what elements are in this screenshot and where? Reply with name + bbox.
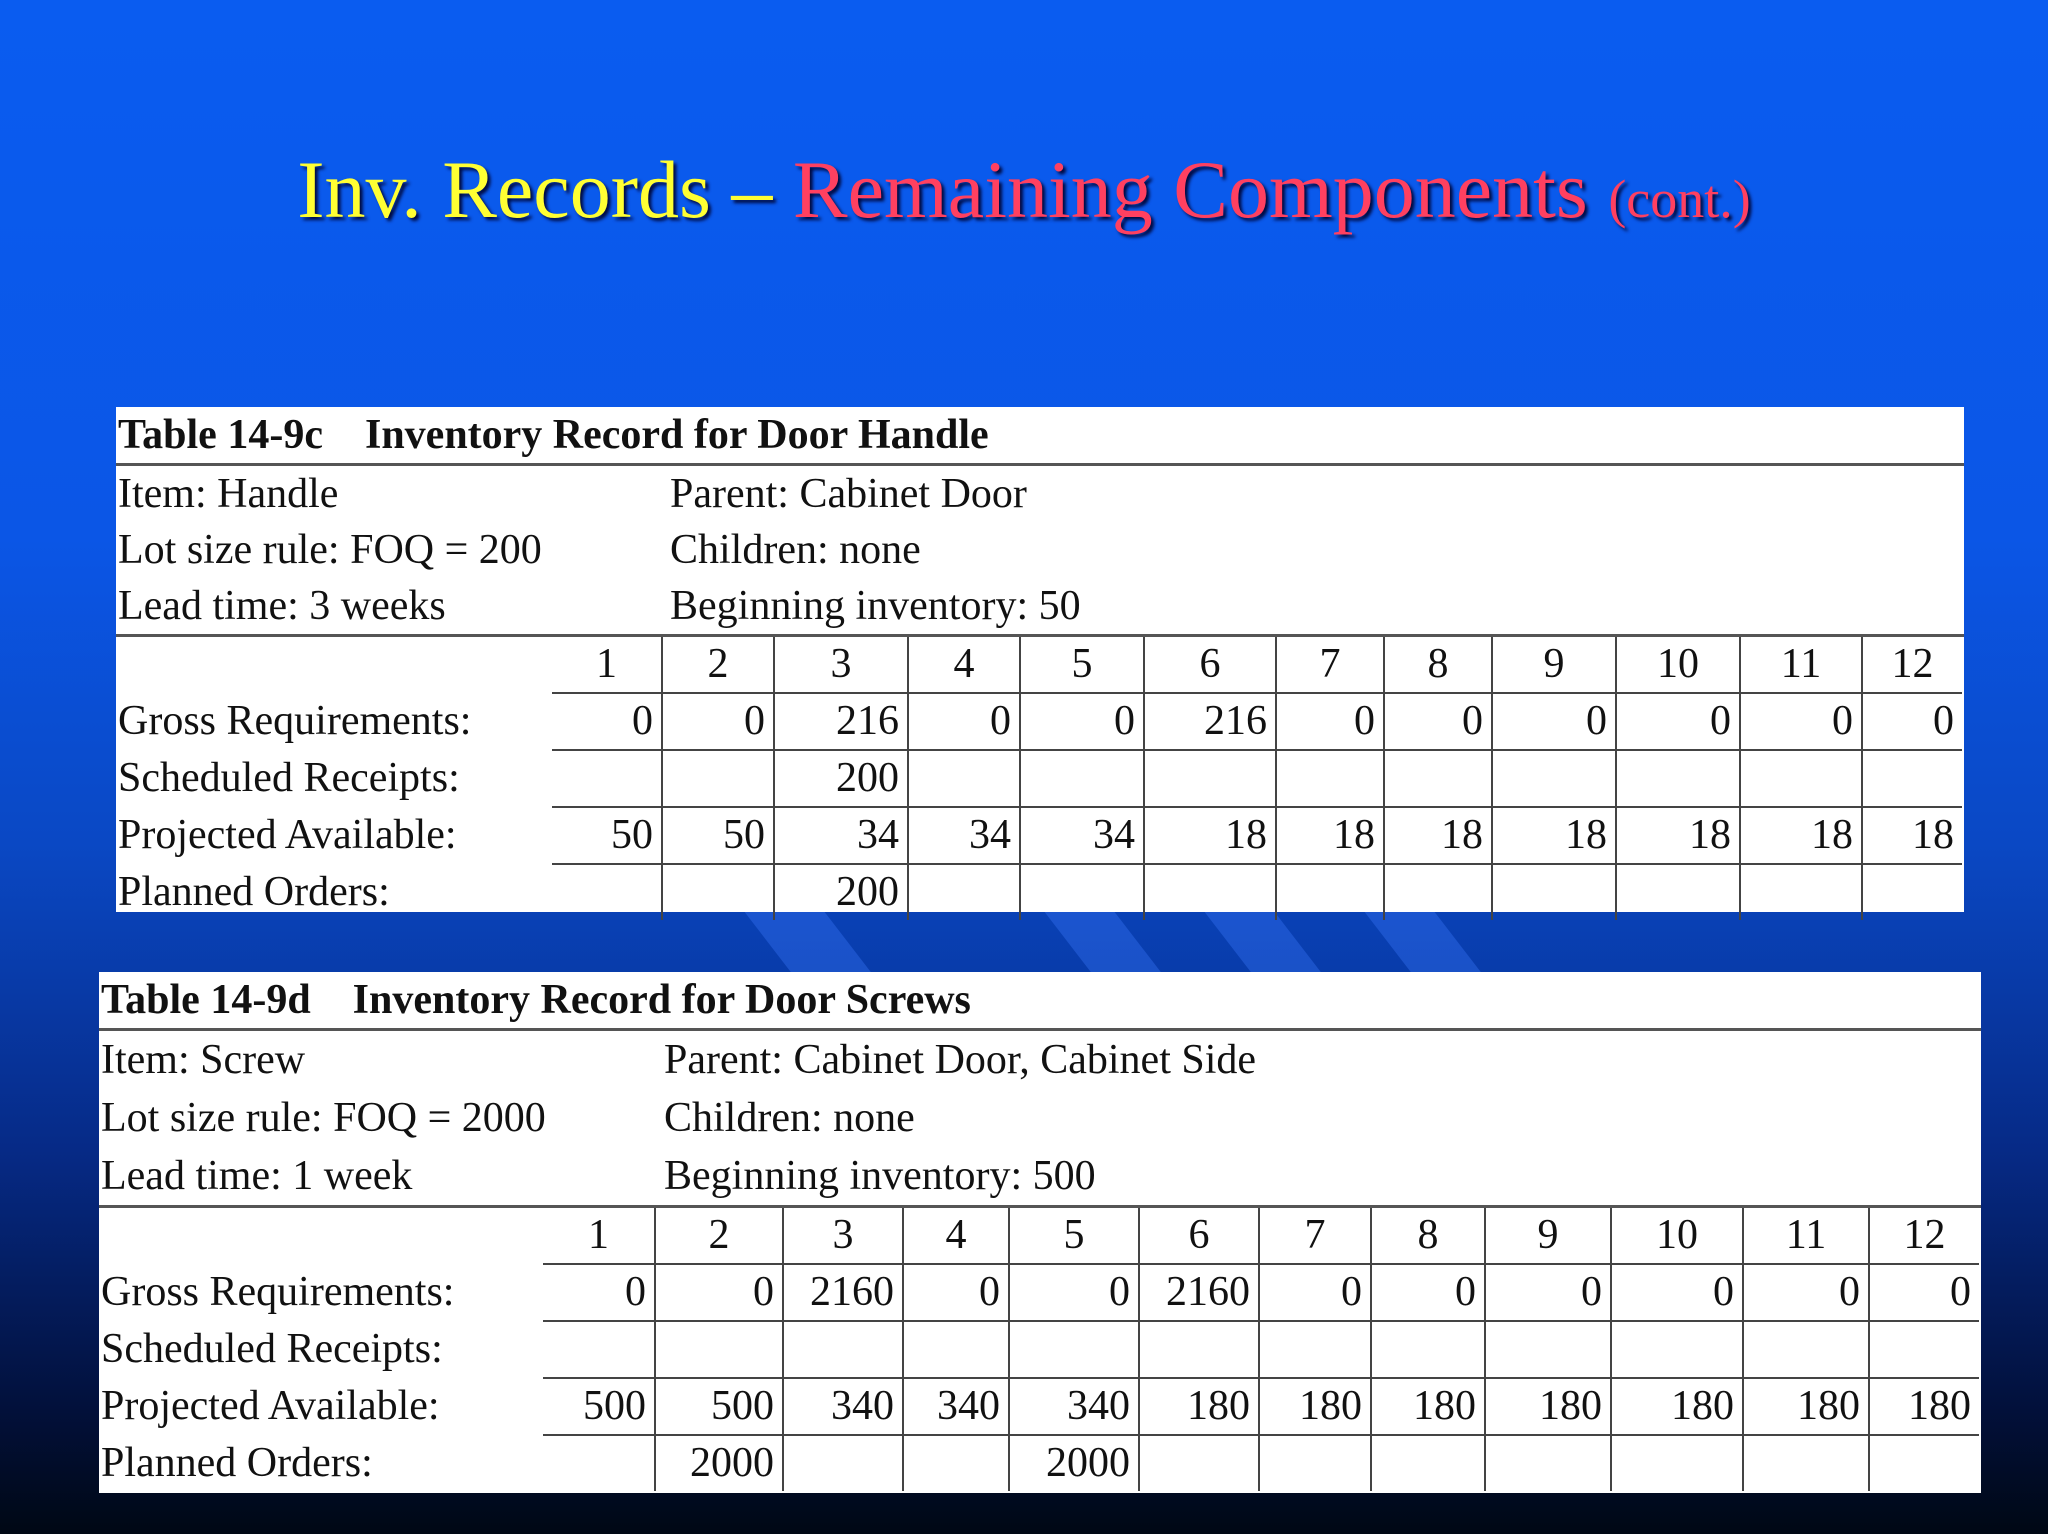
week-header: 4	[908, 637, 1020, 693]
cell	[552, 750, 662, 807]
cell: 34	[1020, 807, 1144, 864]
cell	[1869, 1435, 1979, 1491]
cell: 0	[1259, 1264, 1371, 1321]
children-info: Children: none	[670, 527, 921, 573]
cell: 0	[552, 693, 662, 750]
cell	[1492, 864, 1616, 920]
cell	[1485, 1321, 1611, 1378]
cell	[1611, 1321, 1743, 1378]
cell: 50	[552, 807, 662, 864]
parent-info: Parent: Cabinet Door, Cabinet Side	[664, 1037, 1257, 1083]
table-row	[116, 864, 1962, 920]
cell	[783, 1435, 903, 1491]
cell: 180	[1743, 1378, 1869, 1435]
week-header: 9	[1485, 1208, 1611, 1264]
table-row	[99, 1264, 1979, 1321]
table-row	[99, 1435, 1979, 1491]
table-number: Table 14-9c	[118, 412, 323, 458]
cell: 500	[655, 1378, 783, 1435]
inventory-record-table-c	[116, 407, 1964, 915]
cell: 340	[1009, 1378, 1139, 1435]
row-label: Projected Available:	[118, 812, 457, 858]
week-header: 4	[903, 1208, 1009, 1264]
lot-size-rule: Lot size rule: FOQ = 200	[118, 527, 542, 573]
cell	[662, 750, 774, 807]
cell: 34	[908, 807, 1020, 864]
cell: 18	[1616, 807, 1740, 864]
cell	[1009, 1321, 1139, 1378]
cell: 340	[783, 1378, 903, 1435]
cell: 0	[1020, 693, 1144, 750]
week-header: 8	[1371, 1208, 1485, 1264]
cell: 0	[1869, 1264, 1979, 1321]
table-row	[99, 1321, 1979, 1378]
week-header: 2	[662, 637, 774, 693]
row-label: Gross Requirements:	[101, 1269, 455, 1315]
cell: 0	[1740, 693, 1862, 750]
cell	[1616, 750, 1740, 807]
cell: 340	[903, 1378, 1009, 1435]
cell	[1743, 1321, 1869, 1378]
cell	[1371, 1435, 1485, 1491]
parent-info: Parent: Cabinet Door	[670, 471, 1027, 517]
cell: 0	[543, 1264, 655, 1321]
row-label: Planned Orders:	[101, 1439, 373, 1486]
week-header: 1	[543, 1208, 655, 1264]
week-header: 6	[1144, 637, 1276, 693]
week-header: 8	[1384, 637, 1492, 693]
cell	[1384, 750, 1492, 807]
week-header: 11	[1740, 637, 1862, 693]
cell	[1869, 1321, 1979, 1378]
cell: 180	[1611, 1378, 1743, 1435]
cell	[908, 750, 1020, 807]
cell: 180	[1259, 1378, 1371, 1435]
cell: 216	[774, 693, 908, 750]
cell	[1259, 1321, 1371, 1378]
cell	[1740, 750, 1862, 807]
cell: 0	[903, 1264, 1009, 1321]
cell	[1144, 750, 1276, 807]
item-name: Item: Screw	[101, 1037, 306, 1083]
cell: 200	[774, 864, 908, 920]
cell: 216	[1144, 693, 1276, 750]
cell	[1616, 864, 1740, 920]
beginning-inventory: Beginning inventory: 50	[670, 583, 1081, 629]
cell	[783, 1321, 903, 1378]
cell: 0	[908, 693, 1020, 750]
table-caption	[99, 972, 1981, 1028]
table-caption	[116, 407, 1964, 463]
week-header: 10	[1611, 1208, 1743, 1264]
lead-time: Lead time: 3 weeks	[118, 583, 446, 629]
cell	[1611, 1435, 1743, 1491]
week-header: 11	[1743, 1208, 1869, 1264]
cell: 200	[774, 750, 908, 807]
week-header: 12	[1862, 637, 1962, 693]
cell	[662, 864, 774, 920]
slide-title-part3: (cont.)	[1608, 169, 1751, 229]
table-title: Inventory Record for Door Screws	[352, 977, 971, 1023]
slide-title	[0, 140, 2048, 249]
table-row	[116, 750, 1962, 807]
record-info	[99, 1031, 1981, 1205]
cell: 180	[1371, 1378, 1485, 1435]
week-header: 9	[1492, 637, 1616, 693]
cell: 18	[1862, 807, 1962, 864]
cell	[1139, 1435, 1259, 1491]
cell	[1144, 864, 1276, 920]
cell	[1276, 864, 1384, 920]
week-header: 7	[1276, 637, 1384, 693]
cell	[1740, 864, 1862, 920]
cell	[655, 1321, 783, 1378]
cell	[1276, 750, 1384, 807]
cell: 50	[662, 807, 774, 864]
cell	[1862, 750, 1962, 807]
cell: 2000	[1009, 1435, 1139, 1491]
cell: 18	[1144, 807, 1276, 864]
cell: 0	[1009, 1264, 1139, 1321]
row-label: Scheduled Receipts:	[101, 1326, 443, 1372]
table-row	[99, 1378, 1979, 1435]
cell	[1371, 1321, 1485, 1378]
week-header: 5	[1020, 637, 1144, 693]
cell: 0	[1616, 693, 1740, 750]
cell: 18	[1276, 807, 1384, 864]
children-info: Children: none	[664, 1095, 915, 1141]
lead-time: Lead time: 1 week	[101, 1153, 413, 1199]
cell: 500	[543, 1378, 655, 1435]
slide-title-part2: Remaining Components	[792, 144, 1588, 235]
cell: 0	[1611, 1264, 1743, 1321]
item-name: Item: Handle	[118, 471, 339, 517]
row-label: Projected Available:	[101, 1383, 440, 1429]
slide-title-part1: Inv. Records –	[297, 144, 793, 235]
cell	[1485, 1435, 1611, 1491]
mrp-grid	[99, 1208, 1979, 1491]
cell	[1020, 864, 1144, 920]
week-header: 5	[1009, 1208, 1139, 1264]
cell: 2160	[783, 1264, 903, 1321]
week-header: 3	[783, 1208, 903, 1264]
row-label: Scheduled Receipts:	[118, 755, 460, 801]
cell: 180	[1139, 1378, 1259, 1435]
cell: 2000	[655, 1435, 783, 1491]
cell	[903, 1435, 1009, 1491]
cell	[1492, 750, 1616, 807]
inventory-record-table-d	[99, 972, 1981, 1493]
cell: 34	[774, 807, 908, 864]
record-info	[116, 466, 1964, 634]
week-header: 1	[552, 637, 662, 693]
cell	[903, 1321, 1009, 1378]
cell	[1384, 864, 1492, 920]
cell	[908, 864, 1020, 920]
cell	[1139, 1321, 1259, 1378]
cell: 180	[1485, 1378, 1611, 1435]
cell: 0	[1384, 693, 1492, 750]
cell	[552, 864, 662, 920]
beginning-inventory: Beginning inventory: 500	[664, 1153, 1096, 1199]
cell: 0	[1276, 693, 1384, 750]
cell	[1743, 1435, 1869, 1491]
week-header: 12	[1869, 1208, 1979, 1264]
cell: 0	[1371, 1264, 1485, 1321]
cell	[1862, 864, 1962, 920]
table-row	[116, 693, 1962, 750]
table-number: Table 14-9d	[101, 977, 311, 1023]
row-label: Planned Orders:	[118, 868, 390, 915]
cell: 18	[1492, 807, 1616, 864]
cell: 0	[1743, 1264, 1869, 1321]
cell	[543, 1321, 655, 1378]
cell	[543, 1435, 655, 1491]
cell: 0	[655, 1264, 783, 1321]
table-row	[116, 807, 1962, 864]
week-header: 2	[655, 1208, 783, 1264]
cell: 180	[1869, 1378, 1979, 1435]
table-title: Inventory Record for Door Handle	[364, 412, 989, 458]
row-label: Gross Requirements:	[118, 698, 472, 744]
cell: 18	[1384, 807, 1492, 864]
mrp-grid	[116, 637, 1962, 920]
lot-size-rule: Lot size rule: FOQ = 2000	[101, 1095, 546, 1141]
cell: 0	[662, 693, 774, 750]
week-header: 10	[1616, 637, 1740, 693]
cell: 0	[1485, 1264, 1611, 1321]
cell: 18	[1740, 807, 1862, 864]
cell: 0	[1862, 693, 1962, 750]
week-header: 3	[774, 637, 908, 693]
cell	[1020, 750, 1144, 807]
cell	[1259, 1435, 1371, 1491]
week-header: 6	[1139, 1208, 1259, 1264]
cell: 2160	[1139, 1264, 1259, 1321]
cell: 0	[1492, 693, 1616, 750]
week-header: 7	[1259, 1208, 1371, 1264]
